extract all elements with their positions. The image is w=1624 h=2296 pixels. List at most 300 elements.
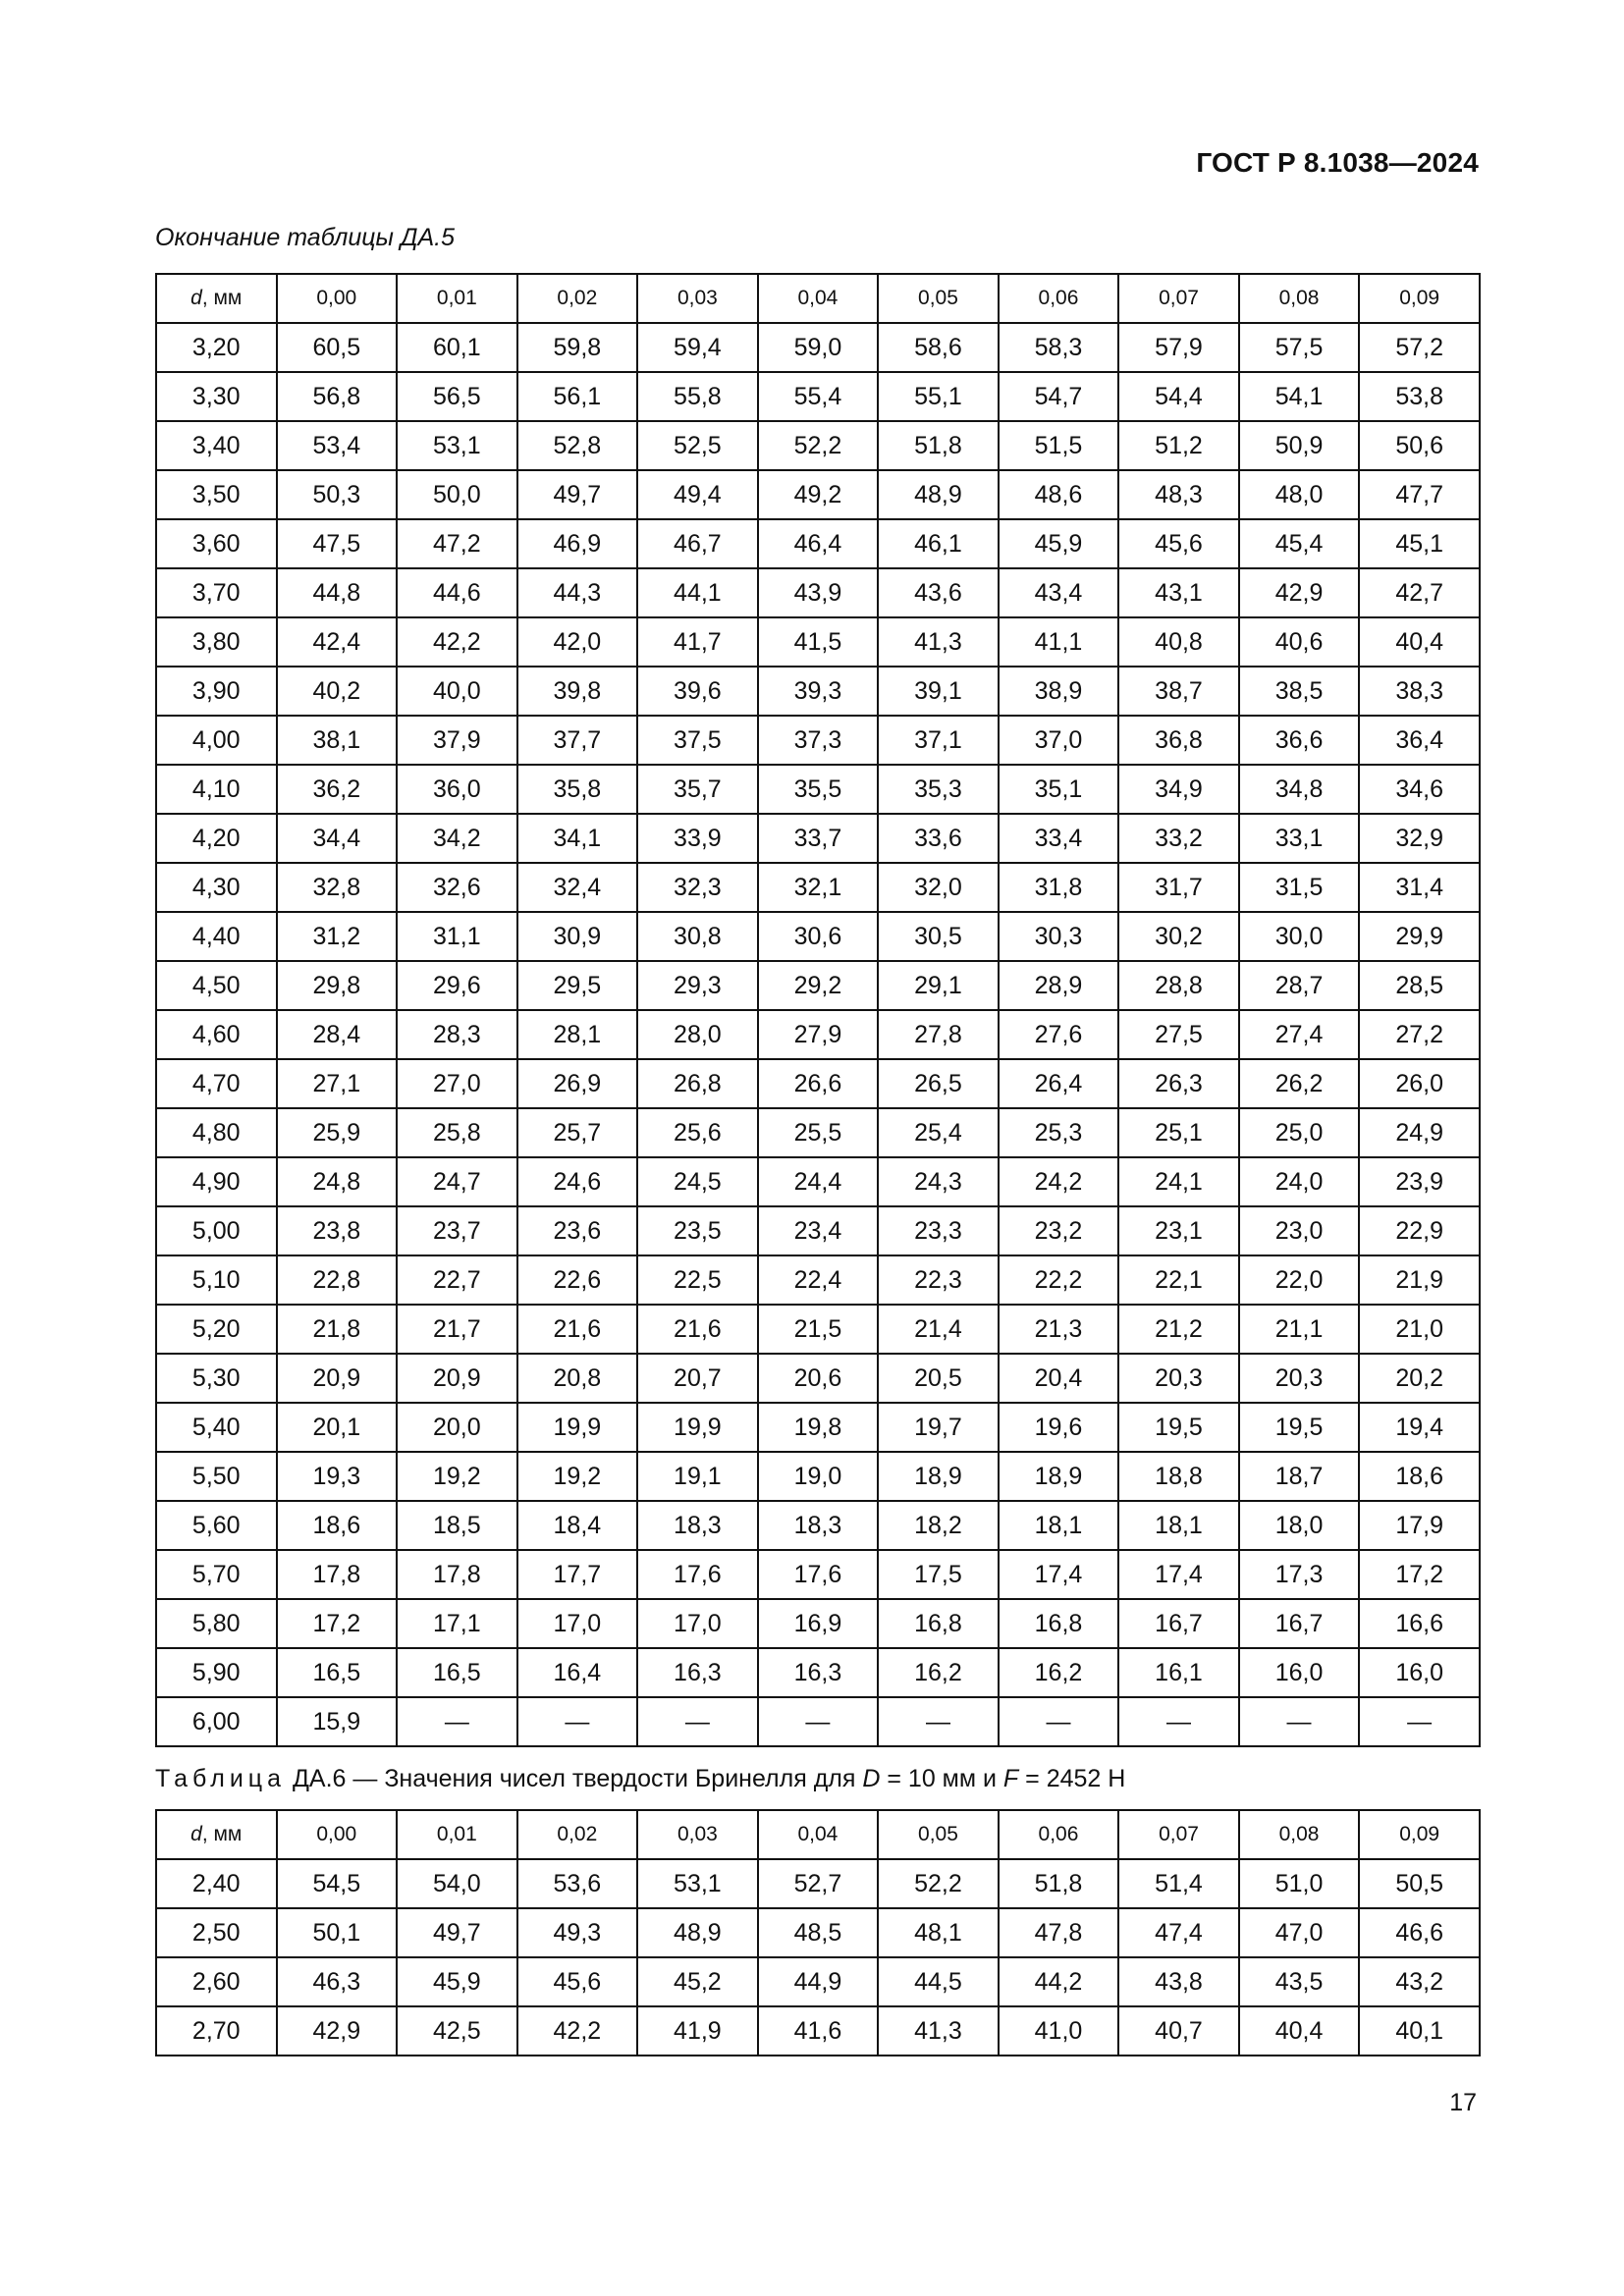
table-cell: 43,5 [1239,1957,1360,2006]
caption-symbol-f: F [1002,1765,1019,1792]
table-cell: 52,5 [637,421,758,470]
table-cell: 50,5 [1359,1859,1480,1908]
table-cell: 50,1 [277,1908,398,1957]
table-cell: 24,4 [758,1157,879,1206]
header-cell: 0,02 [517,274,638,323]
row-label-cell: 4,40 [156,912,277,961]
table-cell: 31,8 [999,863,1119,912]
table-cell: 36,2 [277,765,398,814]
header-symbol-d: d [190,1823,202,1845]
row-label-cell: 3,70 [156,568,277,617]
table-cell: 44,1 [637,568,758,617]
table-cell: 59,0 [758,323,879,372]
table-cell: 20,0 [397,1403,517,1452]
table-cell: 24,0 [1239,1157,1360,1206]
table-cell: 54,4 [1118,372,1239,421]
table-cell: 18,6 [1359,1452,1480,1501]
table-cell: 47,0 [1239,1908,1360,1957]
header-unit: , мм [201,1823,243,1845]
table-cell: 28,4 [277,1010,398,1059]
table-cell: 27,5 [1118,1010,1239,1059]
table-cell: 30,8 [637,912,758,961]
header-cell: 0,03 [637,274,758,323]
table-cell: 19,5 [1239,1403,1360,1452]
table-cell: 17,8 [277,1550,398,1599]
table-cell: 35,8 [517,765,638,814]
table-row [156,667,1480,716]
table-cell: 22,4 [758,1255,879,1305]
table-cell: 36,6 [1239,716,1360,765]
table-cell: 31,4 [1359,863,1480,912]
row-label-cell: 4,20 [156,814,277,863]
row-label-cell: 5,70 [156,1550,277,1599]
header-cell-d [156,274,277,323]
table-cell: 40,0 [397,667,517,716]
table-cell: 33,1 [1239,814,1360,863]
table-cell: 44,5 [878,1957,999,2006]
table-cell: 47,7 [1359,470,1480,519]
table-row [156,1305,1480,1354]
header-cell: 0,08 [1239,1810,1360,1859]
header-cell: 0,05 [878,1810,999,1859]
table-cell: 30,3 [999,912,1119,961]
table-cell: 18,5 [397,1501,517,1550]
table-cell: 28,9 [999,961,1119,1010]
table-cell: 44,3 [517,568,638,617]
table-cell: 31,5 [1239,863,1360,912]
table-row [156,863,1480,912]
table-cell: 51,2 [1118,421,1239,470]
table-cell: 19,6 [999,1403,1119,1452]
table-cell: 27,2 [1359,1010,1480,1059]
table-cell: 18,9 [999,1452,1119,1501]
table-continuation-caption: Окончание таблицы ДА.5 [155,224,455,251]
table-cell: 42,5 [397,2006,517,2056]
table-cell: 60,5 [277,323,398,372]
table-cell: 56,1 [517,372,638,421]
table-cell: 43,2 [1359,1957,1480,2006]
document-standard-header: ГОСТ Р 8.1038—2024 [1196,147,1479,178]
table-row [156,1059,1480,1108]
table-cell: 34,2 [397,814,517,863]
row-label-cell: 3,90 [156,667,277,716]
table-cell: 40,7 [1118,2006,1239,2056]
table-cell: 22,7 [397,1255,517,1305]
table-cell: 16,7 [1239,1599,1360,1648]
table-cell: 16,2 [999,1648,1119,1697]
row-label-cell: 3,50 [156,470,277,519]
table-cell: 34,8 [1239,765,1360,814]
table-cell: 40,1 [1359,2006,1480,2056]
table-cell: 25,0 [1239,1108,1360,1157]
table-row [156,1957,1480,2006]
table-cell: — [999,1697,1119,1746]
table-cell: 21,6 [517,1305,638,1354]
table-cell: 36,4 [1359,716,1480,765]
table-cell: 50,3 [277,470,398,519]
table-cell: 29,2 [758,961,879,1010]
table-cell: 39,8 [517,667,638,716]
table-cell: 20,4 [999,1354,1119,1403]
table-cell: 27,9 [758,1010,879,1059]
table-cell: 29,9 [1359,912,1480,961]
table-cell: 22,0 [1239,1255,1360,1305]
table-cell: 34,4 [277,814,398,863]
table-row [156,568,1480,617]
table-cell: 25,7 [517,1108,638,1157]
table-cell: 52,7 [758,1859,879,1908]
table-cell: 34,1 [517,814,638,863]
table-cell: 49,2 [758,470,879,519]
table-cell: 53,8 [1359,372,1480,421]
table-row [156,1354,1480,1403]
table-cell: 35,1 [999,765,1119,814]
table-cell: 42,0 [517,617,638,667]
table-cell: 47,5 [277,519,398,568]
table-cell: 41,0 [999,2006,1119,2056]
table-cell: 19,5 [1118,1403,1239,1452]
table-cell: 49,7 [397,1908,517,1957]
table-cell: 37,0 [999,716,1119,765]
row-label-cell: 5,30 [156,1354,277,1403]
table-cell: 58,6 [878,323,999,372]
table-row [156,814,1480,863]
table-cell: — [1118,1697,1239,1746]
table-cell: 45,6 [517,1957,638,2006]
table-cell: 30,0 [1239,912,1360,961]
table-cell: 57,9 [1118,323,1239,372]
table-cell: 26,4 [999,1059,1119,1108]
table-cell: 21,8 [277,1305,398,1354]
table-cell: 17,9 [1359,1501,1480,1550]
table-cell: 18,2 [878,1501,999,1550]
table-cell: 28,3 [397,1010,517,1059]
table-cell: 16,0 [1359,1648,1480,1697]
table-cell: 21,3 [999,1305,1119,1354]
table-cell: 19,3 [277,1452,398,1501]
table-cell: 24,9 [1359,1108,1480,1157]
table-cell: 21,4 [878,1305,999,1354]
table-cell: — [517,1697,638,1746]
table-cell: 17,4 [1118,1550,1239,1599]
table-cell: 16,4 [517,1648,638,1697]
table-cell: 54,7 [999,372,1119,421]
table-row [156,519,1480,568]
table-cell: 18,6 [277,1501,398,1550]
table-cell: 31,7 [1118,863,1239,912]
table-cell: 23,3 [878,1206,999,1255]
header-cell: 0,05 [878,274,999,323]
table-cell: 51,5 [999,421,1119,470]
table-cell: 53,6 [517,1859,638,1908]
table-label: Таблица [155,1765,287,1792]
header-unit: , мм [201,287,243,309]
table-cell: 48,5 [758,1908,879,1957]
table-cell: 46,6 [1359,1908,1480,1957]
table-cell: 27,8 [878,1010,999,1059]
table-cell: 58,3 [999,323,1119,372]
table-cell: 23,6 [517,1206,638,1255]
table-cell: 52,2 [758,421,879,470]
table-row [156,470,1480,519]
table-cell: 20,7 [637,1354,758,1403]
table-cell: 48,9 [637,1908,758,1957]
table-cell: — [1239,1697,1360,1746]
table-cell: 42,2 [397,617,517,667]
table-cell: 53,1 [637,1859,758,1908]
table-cell: 37,7 [517,716,638,765]
table-cell: 48,0 [1239,470,1360,519]
table-cell: 24,8 [277,1157,398,1206]
table-cell: 42,9 [1239,568,1360,617]
row-label-cell: 3,60 [156,519,277,568]
table-cell: 16,2 [878,1648,999,1697]
table-cell: 17,3 [1239,1550,1360,1599]
table-row [156,1452,1480,1501]
header-cell: 0,06 [999,274,1119,323]
table-cell: 41,3 [878,2006,999,2056]
table-cell: 30,5 [878,912,999,961]
table-cell: — [397,1697,517,1746]
table-cell: 51,8 [999,1859,1119,1908]
table-cell: 42,4 [277,617,398,667]
table-cell: 38,7 [1118,667,1239,716]
table-cell: 42,9 [277,2006,398,2056]
table-cell: 23,5 [637,1206,758,1255]
table-cell: 33,2 [1118,814,1239,863]
table-row [156,1550,1480,1599]
table-cell: 50,0 [397,470,517,519]
table-cell: 45,9 [999,519,1119,568]
row-label-cell: 2,50 [156,1908,277,1957]
table-cell: — [878,1697,999,1746]
table-cell: 17,7 [517,1550,638,1599]
table-cell: 34,6 [1359,765,1480,814]
table-cell: 20,3 [1239,1354,1360,1403]
table-cell: 42,2 [517,2006,638,2056]
table-cell: 19,2 [397,1452,517,1501]
table-cell: 36,0 [397,765,517,814]
table-row [156,1501,1480,1550]
table-cell: 51,0 [1239,1859,1360,1908]
table-cell: 20,6 [758,1354,879,1403]
table-cell: 23,0 [1239,1206,1360,1255]
table-cell: 21,1 [1239,1305,1360,1354]
table-row [156,1206,1480,1255]
header-cell: 0,08 [1239,274,1360,323]
table-cell: 48,1 [878,1908,999,1957]
table-cell: 24,7 [397,1157,517,1206]
header-cell: 0,03 [637,1810,758,1859]
table-cell: 26,6 [758,1059,879,1108]
row-label-cell: 5,00 [156,1206,277,1255]
table-cell: 18,1 [999,1501,1119,1550]
table-cell: 25,3 [999,1108,1119,1157]
table-cell: 30,9 [517,912,638,961]
table-cell: 43,6 [878,568,999,617]
table-cell: 26,8 [637,1059,758,1108]
table-cell: 23,2 [999,1206,1119,1255]
table-cell: 18,4 [517,1501,638,1550]
table-cell: 51,8 [878,421,999,470]
table-cell: 39,3 [758,667,879,716]
table-cell: 38,5 [1239,667,1360,716]
row-label-cell: 4,80 [156,1108,277,1157]
row-label-cell: 5,20 [156,1305,277,1354]
table-cell: 22,8 [277,1255,398,1305]
caption-symbol-d: D [862,1765,881,1792]
table-cell: 21,9 [1359,1255,1480,1305]
table-cell: 19,2 [517,1452,638,1501]
table-cell: 32,8 [277,863,398,912]
table-cell: 37,1 [878,716,999,765]
table-cell: 59,4 [637,323,758,372]
caption-text: ДА.6 — Значения чисел твердости Бринелля для [286,1765,863,1792]
table-cell: 30,2 [1118,912,1239,961]
table-row [156,1599,1480,1648]
row-label-cell: 5,60 [156,1501,277,1550]
table-cell: 23,9 [1359,1157,1480,1206]
table-cell: 19,1 [637,1452,758,1501]
table-cell: 32,4 [517,863,638,912]
table-cell: 22,6 [517,1255,638,1305]
header-cell: 0,00 [277,1810,398,1859]
table-row [156,1255,1480,1305]
table-cell: 47,8 [999,1908,1119,1957]
table-cell: 43,9 [758,568,879,617]
table-cell: 26,0 [1359,1059,1480,1108]
table-cell: — [758,1697,879,1746]
table-cell: 22,5 [637,1255,758,1305]
table-cell: 47,4 [1118,1908,1239,1957]
table-cell: 21,2 [1118,1305,1239,1354]
table-cell: 49,4 [637,470,758,519]
table-cell: 41,7 [637,617,758,667]
table-cell: 24,5 [637,1157,758,1206]
table-cell: 36,8 [1118,716,1239,765]
table-cell: 54,0 [397,1859,517,1908]
table-cell: 25,9 [277,1108,398,1157]
table-row [156,1908,1480,1957]
table-cell: 37,9 [397,716,517,765]
table-cell: 17,8 [397,1550,517,1599]
table-cell: 54,5 [277,1859,398,1908]
hardness-table-da5-continuation [155,273,1481,1747]
row-label-cell: 4,60 [156,1010,277,1059]
table-cell: 54,1 [1239,372,1360,421]
table-cell: 22,1 [1118,1255,1239,1305]
table-cell: 20,9 [397,1354,517,1403]
table-cell: 29,3 [637,961,758,1010]
table-cell: 45,9 [397,1957,517,2006]
table-cell: 46,3 [277,1957,398,2006]
table-cell: 18,3 [758,1501,879,1550]
table-row [156,1108,1480,1157]
caption-text: = 10 мм и [880,1765,1003,1792]
table-cell: 43,4 [999,568,1119,617]
header-cell: 0,04 [758,1810,879,1859]
table-cell: 28,8 [1118,961,1239,1010]
table-cell: 18,7 [1239,1452,1360,1501]
table-cell: 48,9 [878,470,999,519]
table-cell: 51,4 [1118,1859,1239,1908]
header-cell-d [156,1810,277,1859]
table-cell: 35,7 [637,765,758,814]
table-cell: 28,7 [1239,961,1360,1010]
table-cell: 18,1 [1118,1501,1239,1550]
table-cell: 35,3 [878,765,999,814]
table-cell: 27,1 [277,1059,398,1108]
table-cell: 18,0 [1239,1501,1360,1550]
table-cell: 23,1 [1118,1206,1239,1255]
table-cell: 40,4 [1359,617,1480,667]
table-cell: 20,1 [277,1403,398,1452]
table-cell: 25,4 [878,1108,999,1157]
table-cell: 26,9 [517,1059,638,1108]
table-cell: 21,5 [758,1305,879,1354]
table-cell: 40,6 [1239,617,1360,667]
table-cell: 57,2 [1359,323,1480,372]
row-label-cell: 3,30 [156,372,277,421]
table-row [156,1859,1480,1908]
table-cell: 49,7 [517,470,638,519]
table-cell: 19,9 [637,1403,758,1452]
table-cell: 18,9 [878,1452,999,1501]
table-cell: 40,4 [1239,2006,1360,2056]
row-label-cell: 4,70 [156,1059,277,1108]
table-cell: 32,1 [758,863,879,912]
row-label-cell: 4,50 [156,961,277,1010]
table-cell: 24,2 [999,1157,1119,1206]
table-cell: 17,6 [758,1550,879,1599]
table-cell: 23,7 [397,1206,517,1255]
table-cell: 25,5 [758,1108,879,1157]
table-cell: 32,0 [878,863,999,912]
table-cell: 29,6 [397,961,517,1010]
table-cell: 16,8 [999,1599,1119,1648]
table-row [156,1157,1480,1206]
table-cell: 25,1 [1118,1108,1239,1157]
table-cell: 32,6 [397,863,517,912]
table-cell: 21,0 [1359,1305,1480,1354]
table-cell: 17,2 [277,1599,398,1648]
table-cell: 46,9 [517,519,638,568]
table-row [156,1403,1480,1452]
header-cell: 0,06 [999,1810,1119,1859]
table-cell: 28,5 [1359,961,1480,1010]
table-cell: 16,5 [277,1648,398,1697]
table-row [156,1697,1480,1746]
row-label-cell: 5,80 [156,1599,277,1648]
row-label-cell: 2,60 [156,1957,277,2006]
table-cell: 18,3 [637,1501,758,1550]
table-cell: 56,5 [397,372,517,421]
table-cell: 53,1 [397,421,517,470]
table-cell: 55,8 [637,372,758,421]
table-cell: 16,9 [758,1599,879,1648]
table-cell: 44,8 [277,568,398,617]
header-cell: 0,04 [758,274,879,323]
table-cell: 37,3 [758,716,879,765]
table-cell: 24,1 [1118,1157,1239,1206]
table-cell: 42,7 [1359,568,1480,617]
caption-text: = 2452 Н [1018,1765,1126,1792]
table-cell: 52,8 [517,421,638,470]
table-cell: 27,6 [999,1010,1119,1059]
table-cell: 45,2 [637,1957,758,2006]
header-cell: 0,09 [1359,1810,1480,1859]
table-cell: 24,3 [878,1157,999,1206]
